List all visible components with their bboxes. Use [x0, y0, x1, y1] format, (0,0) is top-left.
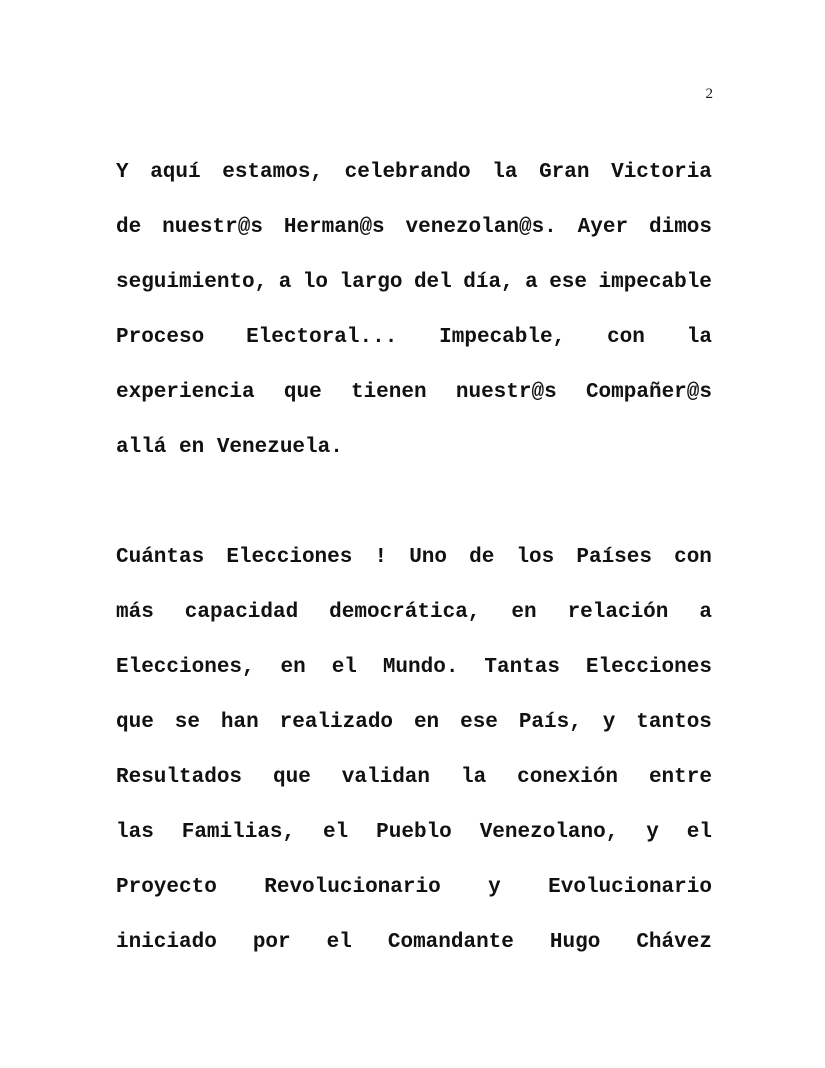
word: Familias, — [181, 821, 296, 844]
word: Compañer@s — [585, 381, 712, 404]
word: el — [326, 931, 352, 954]
word: iniciado — [116, 931, 217, 954]
word: Uno — [409, 546, 447, 569]
word: venezolan@s. — [405, 216, 557, 239]
paragraph-line — [116, 706, 712, 761]
word: relación — [567, 601, 669, 624]
paragraph-line — [116, 651, 712, 706]
word: Elecciones — [585, 656, 712, 679]
word: largo — [339, 271, 403, 294]
word: Tantas — [484, 656, 560, 679]
word: tantos — [636, 711, 712, 734]
word: Elecciones — [226, 546, 353, 569]
paragraph-line — [116, 266, 712, 321]
word: Electoral... — [246, 326, 398, 349]
word: que — [273, 766, 311, 789]
word: capacidad — [184, 601, 299, 624]
word: Cuántas — [116, 546, 205, 569]
word: la — [686, 326, 712, 349]
word: entre — [648, 766, 712, 789]
word: aquí — [150, 161, 201, 184]
word: los — [516, 546, 555, 569]
word: democrática, — [329, 601, 481, 624]
word: Impecable, — [439, 326, 566, 349]
word: Venezolano, — [479, 821, 619, 844]
word: se — [174, 711, 200, 734]
word: nuestr@s — [455, 381, 557, 404]
word: Victoria — [611, 161, 712, 184]
word: Resultados — [116, 766, 243, 789]
word: Revolucionario — [264, 876, 441, 899]
word: más — [116, 601, 154, 624]
word: en — [280, 656, 306, 679]
word: el — [331, 656, 357, 679]
word: Mundo. — [382, 656, 459, 679]
word: a — [525, 271, 538, 294]
word: y — [646, 821, 659, 844]
word: día, — [463, 271, 514, 294]
word: Evolucionario — [548, 876, 712, 899]
word: Proceso — [116, 326, 205, 349]
word: las — [116, 821, 154, 844]
word: tienen — [350, 381, 427, 404]
paragraph-line — [116, 541, 712, 596]
word: que — [283, 381, 322, 404]
paragraph-line — [116, 376, 712, 431]
word: seguimiento, — [116, 271, 268, 294]
word: por — [252, 931, 291, 954]
paragraph-2 — [116, 541, 712, 981]
word: ese — [460, 711, 498, 734]
word: celebrando — [344, 161, 471, 184]
paragraph-line — [116, 871, 712, 926]
word: Gran — [539, 161, 590, 184]
word: de — [116, 216, 142, 239]
word: con — [674, 546, 712, 569]
word: estamos, — [222, 161, 324, 184]
word: País, — [518, 711, 582, 734]
word: y — [488, 876, 501, 899]
word: ese — [549, 271, 588, 294]
word: la — [460, 766, 487, 789]
word: conexión — [517, 766, 618, 789]
word: el — [323, 821, 349, 844]
word: a — [699, 601, 712, 624]
paragraph-line — [116, 156, 712, 211]
word: en — [511, 601, 537, 624]
word: ! — [374, 546, 388, 569]
word: Ayer — [577, 216, 629, 239]
word: impecable — [598, 271, 712, 294]
word: Países — [576, 546, 652, 569]
word: a — [278, 271, 292, 294]
paragraph-line — [116, 596, 712, 651]
word: Hugo — [549, 931, 601, 954]
word: Comandante — [387, 931, 514, 954]
word: experiencia — [116, 381, 255, 404]
word: en — [413, 711, 440, 734]
word: validan — [341, 766, 430, 789]
paragraph-line: allá en Venezuela. — [116, 436, 343, 459]
word: con — [607, 326, 645, 349]
paragraph-line — [116, 321, 712, 376]
word: Y — [116, 161, 129, 184]
word: han — [220, 711, 259, 734]
word: dimos — [648, 216, 712, 239]
word: realizado — [279, 711, 394, 734]
word: el — [686, 821, 712, 844]
word: la — [492, 161, 518, 184]
word: Proyecto — [116, 876, 217, 899]
word: que — [116, 711, 154, 734]
paragraph-1 — [116, 156, 712, 486]
paragraph-line — [116, 761, 712, 816]
word: Chávez — [636, 931, 712, 954]
word: lo — [302, 271, 328, 294]
word: y — [602, 711, 616, 734]
word: del — [413, 271, 452, 294]
paragraph-line — [116, 926, 712, 981]
paragraph-line — [116, 211, 712, 266]
word: Pueblo — [376, 821, 452, 844]
word: Elecciones, — [116, 656, 255, 679]
word: nuestr@s — [162, 216, 263, 239]
paragraph-line — [116, 816, 712, 871]
page-number: 2 — [705, 86, 713, 102]
word: Herman@s — [283, 216, 385, 239]
word: de — [469, 546, 495, 569]
